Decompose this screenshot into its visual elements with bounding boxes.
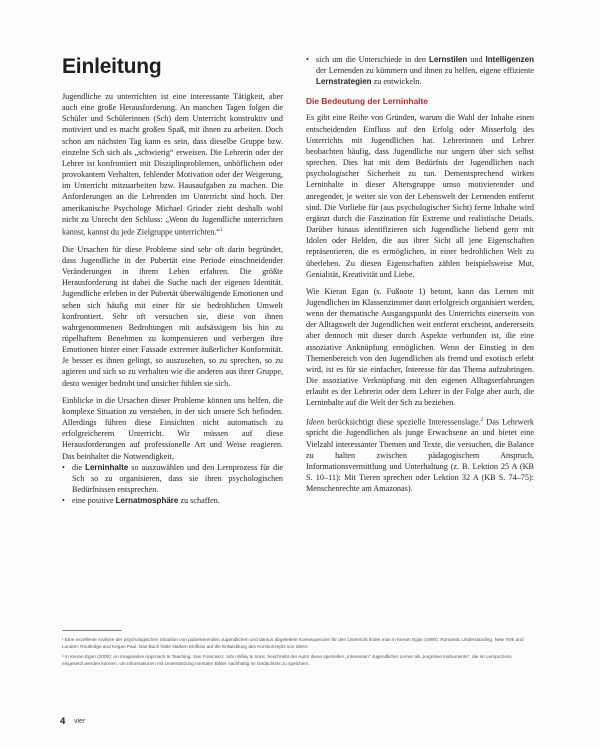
requirements-list-continued	[306, 54, 534, 87]
right-column	[306, 54, 534, 500]
page-number: 4	[60, 716, 66, 727]
list-item	[62, 462, 283, 495]
left-column	[62, 55, 283, 506]
list-item-text: der Lernenden zu kümmern und ihnen zu helfen, eigene effiziente	[316, 66, 534, 76]
footnotes	[62, 636, 532, 667]
list-item	[62, 495, 283, 506]
list-item	[306, 54, 534, 87]
paragraph-ideen-text: berücksichtigt diese spezielle Interessenslage.	[324, 417, 481, 427]
paragraph-causes: Die Ursachen für diese Probleme sind sehr oft darin begründet, dass Jugendliche in der Pubertät eine Periode einschneidender Veränderungen in ihrem Leben erfahren. Die größte Herausforderung ist dabei die Suche nach der eigenen Identität. Jugendliche erleben in der Pubertät überwältigende Emotionen und sehen sich häufig mit einer für sie bedrohlichen Umwelt konfrontiert. Sehr oft versuchen sie, diese von ihnen wahrgenommenen Bedrohungen mit aufsässigem bis hin zu rüpelhaftem Benehmen zu kompensieren und verbergen ihre Emotionen hinter einer Fassade extremer äußerlicher Konformität. Je besser es ihnen gelingt, so auszusehen, so zu sprechen, so zu agieren und sich so zu verhalten wie die anderen aus ihrer Gruppe, desto weniger bedroht und unsicher fühlen sie sich.	[62, 244, 283, 388]
footnote-ref-1: 1	[220, 227, 223, 233]
paragraph-reasons: Es gibt eine Reihe von Gründen, warum die Wahl der Inhalte einen entscheidenden Einfluss auf den Erfolg oder Misserfolg des Unterrichts mit Jugendlichen hat. Lehrerinnen und Lehrer beobachten häufig, dass Jugendliche nur ungern über sich selbst sprechen. Dies hat mit dem Bedürfnis der Jugendlichen nach psychologischer Sicherheit zu tun. Dementsprechend wirken Lerninhalte in dieser Altersgruppe umso motivierender und anregender, je weiter sie von der Lebenswelt der Lernenden entfernt sind. Die Vorliebe für (aus psychologischer Sicht) ferne Inhalte wird ergänzt durch die Faszination für Extreme und realistische Details. Darüber hinaus identifizieren sich Jugendliche liebend gern mit Idolen oder Helden, die aus ihrer Sicht all jene Eigenschaften repräsentieren, die es ermöglichen, in einer bedrohlichen Welt zu überleben. Zu diesen Eigenschaften zählen beispielsweise Mut, Genialität, Kreativität und Liebe.	[306, 113, 534, 279]
footnote-divider	[62, 630, 122, 631]
footnote-2: ² In Kieran Egan (2005): An Imaginative Approach to Teaching. San Francisco: John Wiley & Sons. beschreibt der Autor diese speziellen „Interessen“ Jugendlicher Lerner als „kognitive Instrumente“, die im Lernprozess eingesetzt werden können, um Informationen mit Unterstützung mentaler Bilder nachhaltig im Gedächtnis zu speichern.	[62, 654, 512, 666]
keyword-lernstrategien: Lernstrategien	[316, 77, 372, 87]
list-item-text: und	[467, 55, 486, 64]
keyword-lerninhalte: Lerninhalte	[85, 462, 129, 472]
page-title: Einleitung	[62, 55, 162, 78]
paragraph-ideen-text-more: Das Lehrwerk spricht die Jugendlichen als junge Erwachsene an und bietet eine Vielzahl interessanter Themen und Texte, die versuchen, die Balance zu halten zwischen pädagogischem Anspruch, Informationsvermittlung und Unterhaltung (z. B. Lektion 25 A (KB S. 10–11): Mit Tieren sprechen oder Lektion 32 A (KB S. 74–75): Menschenrechte am Amazonas).	[306, 417, 534, 494]
requirements-list	[62, 462, 283, 507]
paragraph-ideen	[306, 415, 534, 495]
footnote-1: ¹ Eine exzellente Analyse der psychologischen Situation von pubertierenden Jugendlichen und daraus abgeleitete Konsequenzen für den Unterricht findet man in Kieran Egan (1990): Romantic Understanding. New York and London: Routledge and Kegan Paul. Das Buch hatte starken Einfluss auf die Entwicklung des Kurskonzepts von Ideen.	[62, 637, 524, 649]
list-item-text: zu entwickeln.	[371, 77, 422, 87]
paragraph-intro	[62, 91, 283, 238]
list-item-text: zu schaffen.	[178, 496, 220, 506]
list-item-text: sich um die Unterschiede in den	[316, 55, 430, 64]
list-item-text: die	[72, 462, 86, 472]
page-number-word: vier	[74, 718, 86, 725]
keyword-intelligenzen: Intelligenzen	[485, 55, 534, 64]
section-subheading: Die Bedeutung der Lerninhalte	[306, 96, 428, 107]
keyword-lernatmosphaere: Lernatmosphäre	[115, 496, 179, 506]
paragraph-egan: Wie Kieran Egan (s. Fußnote 1) betont, kann das Lernen mit Jugendlichen im Klassenzimmer dann erfolgreich organisiert werden, wenn der thematische Ausgangspunkt des Unterrichts einerseits von der Alltagswelt der Jugendlichen weit entfernt erscheint, andererseits aber dennoch mit dieser durch Aspekte verbunden ist, die eine assoziative Anknüpfung ermöglichen. Wenn der Einstieg in den Themenbereich von den Jugendlichen als fremd und exotisch erlebt wird, ist es für sie einfacher, Interesse für das Thema aufzubringen. Die assoziative Verknüpfung mit den eigenen Alltagserfahrungen erlaubt es der Lehrerin oder dem Lehrer in der Folge aber auch, die Lerninhalte auf die Welt der Sch zu beziehen.	[306, 286, 534, 408]
list-item-text: so auszuwählen und den Lernprozess für die Sch so zu organisieren, dass sie ihren psychologischen Bedürfnissen entsprechen.	[72, 462, 283, 495]
list-item-text: eine positive	[72, 496, 116, 506]
keyword-lernstilen: Lernstilen	[429, 55, 468, 64]
book-title-ideen: Ideen	[306, 417, 325, 427]
paragraph-intro-text: Jugendliche zu unterrichten ist eine interessante Tätigkeit, aber auch eine große Herausforderung. An manchen Tagen folgen die Schüler und Schülerinnen (Sch) dem Unterricht konstruktiv und motiviert und es macht großen Spaß, mit ihnen zu arbeiten. Doch schon am nächsten Tag kann es sein, dass dieselbe Gruppe bzw. einzelne Sch sich als „schwierig“ erweisen. Die Lehrerin oder der Lehrer ist konfrontiert mit Disziplinproblemen, unhöflichem oder provokantem Verhalten, fehlender Motivation oder der Weigerung, im Unterricht mitzuarbeiten bzw. Hausaufgaben zu machen. Die Anforderungen an die Lehrenden im Unterricht sind hoch. Der amerikanische Psychologe Michael Grinder zieht deshalb wohl nicht zu Unrecht den Schluss: „Wenn du Jugendliche unterrichten kannst, kannst du jede Zielgruppe unterrichten.“	[62, 92, 283, 237]
paragraph-insights: Einblicke in die Ursachen dieser Probleme können uns helfen, die komplexe Situation zu verstehen, in der sich unsere Sch befinden. Allerdings führen diese Einsichten nicht automatisch zu erfolgreicherem Unterricht. Wir müssen auf diese Herausforderungen auf professionelle Art und Weise reagieren. Das beinhaltet die Notwendigkeit,	[62, 395, 283, 461]
footnote-ref-2: 2	[480, 417, 484, 423]
